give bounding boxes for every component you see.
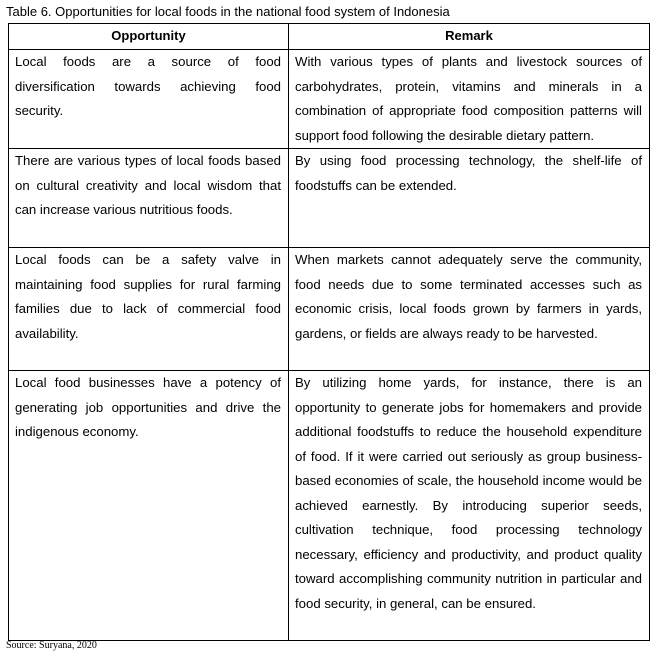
remark-cell: When markets cannot adequately serve the community, food needs due to some terminated accesses such as economic crisis, local foods grown by farmers in yards, gardens, or fields are always ready to be harvested. bbox=[289, 248, 650, 371]
column-header-remark: Remark bbox=[289, 24, 650, 50]
remark-cell: With various types of plants and livestock sources of carbohydrates, protein, vitamins and minerals in a combination of appropriate food composition patterns will support food following the desirable dietary pattern. bbox=[289, 50, 650, 149]
header-row bbox=[9, 24, 650, 50]
opportunity-cell: Local foods are a source of food diversification towards achieving food security. bbox=[9, 50, 289, 149]
table-row bbox=[9, 50, 650, 149]
remark-cell: By utilizing home yards, for instance, there is an opportunity to generate jobs for homemakers and provide additional foodstuffs to reduce the household expenditure of food. If it were carried out seriously as group business-based economies of scale, the household income would be achieved earnestly. By introducing superior seeds, cultivation technique, food processing technology necessary, efficiency and productivity, and product quality toward accomplishing community nutrition in particular and food security, in general, can be ensured. bbox=[289, 371, 650, 641]
opportunities-table bbox=[8, 23, 650, 641]
table-row bbox=[9, 371, 650, 641]
column-header-opportunity: Opportunity bbox=[9, 24, 289, 50]
remark-cell: By using food processing technology, the shelf-life of foodstuffs can be extended. bbox=[289, 149, 650, 248]
table-row bbox=[9, 248, 650, 371]
table-row bbox=[9, 149, 650, 248]
table-caption: Table 6. Opportunities for local foods in the national food system of Indonesia bbox=[6, 4, 450, 19]
source-note: Source: Suryana, 2020 bbox=[6, 640, 97, 651]
opportunity-cell: Local food businesses have a potency of generating job opportunities and drive the indigenous economy. bbox=[9, 371, 289, 641]
opportunity-cell: Local foods can be a safety valve in maintaining food supplies for rural farming families due to lack of commercial food availability. bbox=[9, 248, 289, 371]
opportunity-cell: There are various types of local foods based on cultural creativity and local wisdom that can increase various nutritious foods. bbox=[9, 149, 289, 248]
